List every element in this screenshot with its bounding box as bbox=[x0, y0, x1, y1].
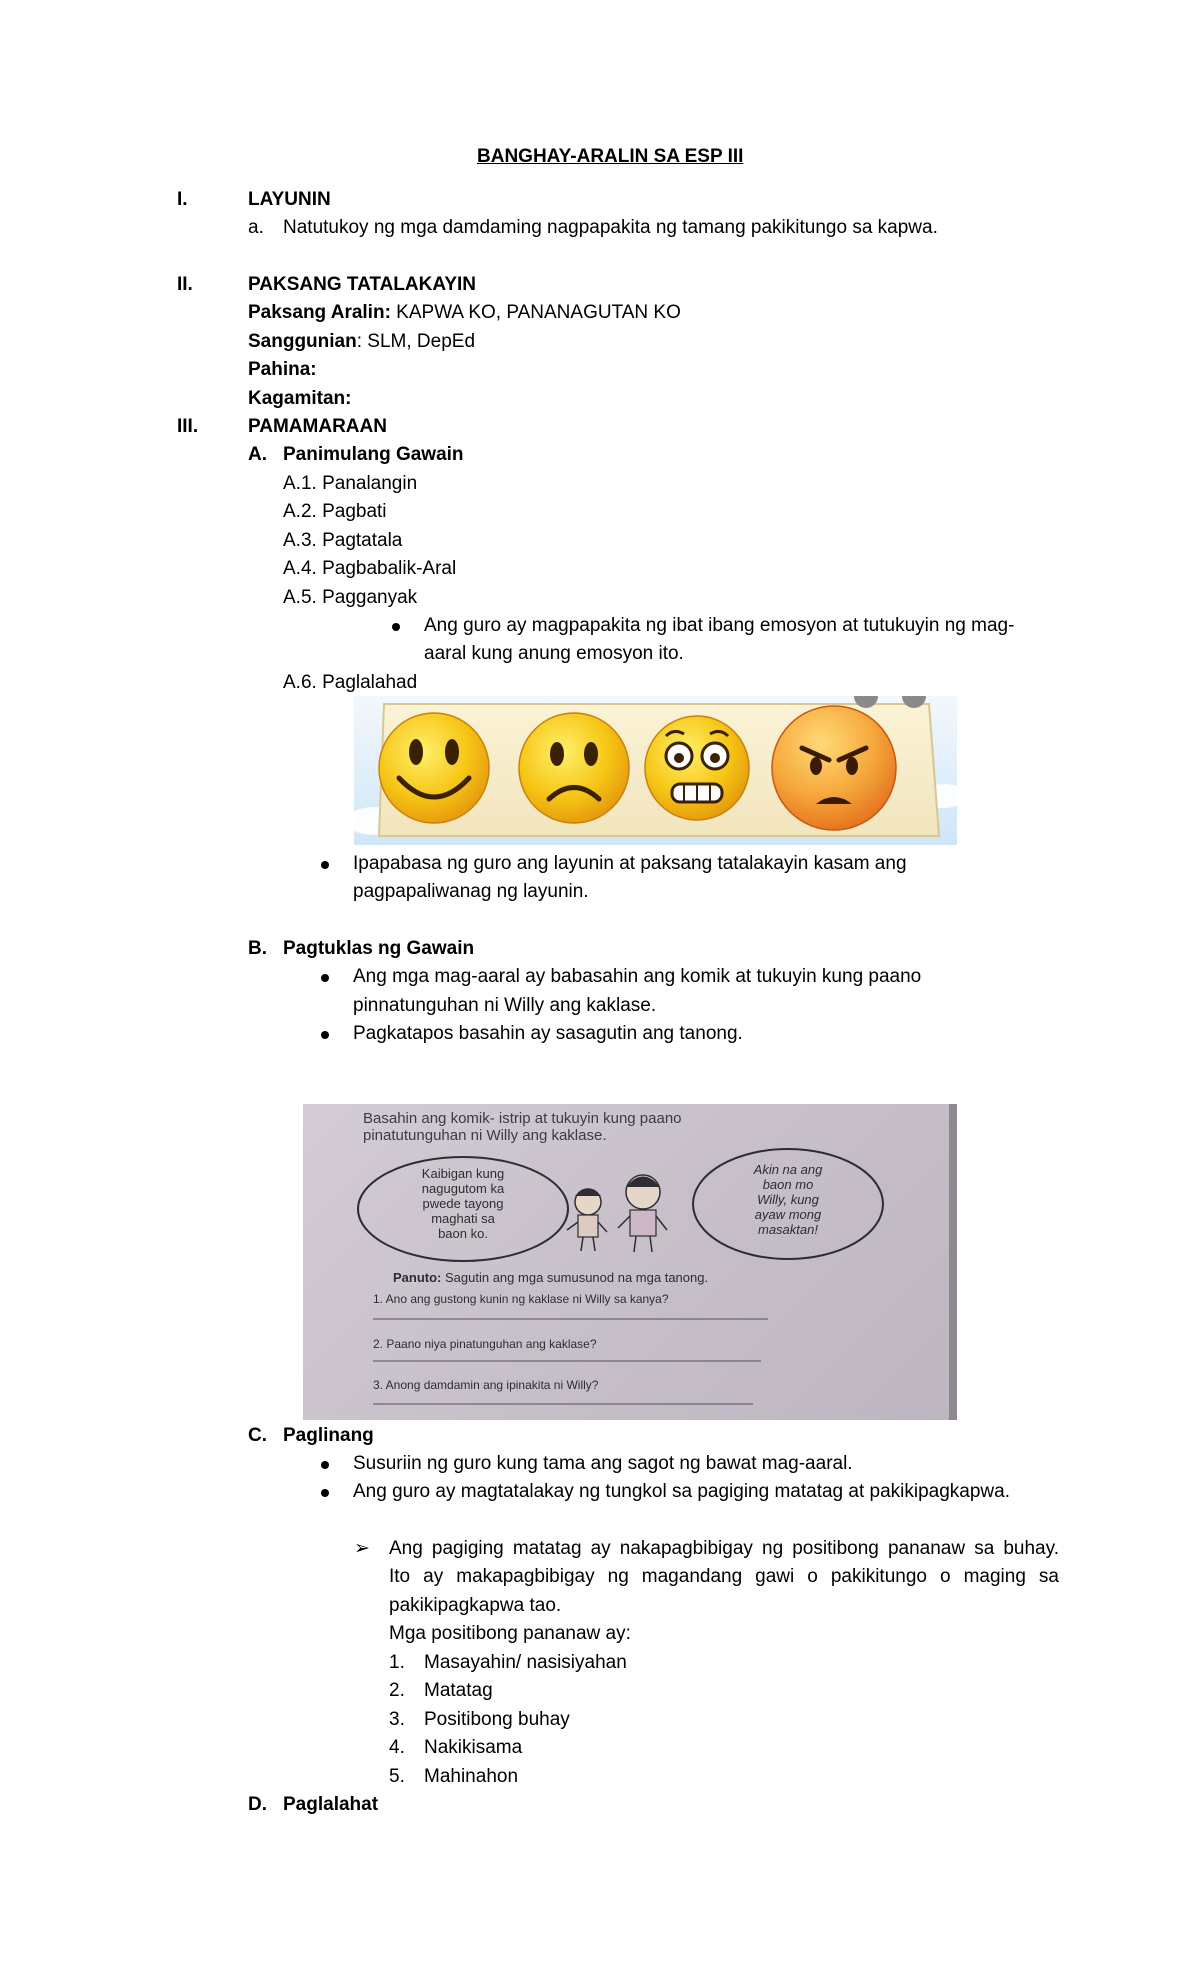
subsection-a-heading: Panimulang Gawain bbox=[283, 444, 464, 465]
paglalahad-text-line2: pagpapaliwanag ng layunin. bbox=[353, 881, 589, 902]
subsection-c-heading: Paglinang bbox=[283, 1425, 374, 1446]
paksang-aralin-label: Paksang Aralin: bbox=[248, 302, 391, 323]
positibong-pananaw-intro: Mga positibong pananaw ay: bbox=[389, 1623, 631, 1644]
pananaw-item-5: Mahinahon bbox=[424, 1766, 519, 1787]
comic-worksheet-photo bbox=[303, 1104, 957, 1420]
layunin-item-text: Natutukoy ng mga damdaming nagpapakita ng tamang pakikitungo sa kapwa. bbox=[283, 217, 938, 238]
arrow-text-line2: Ito ay makapagbibigay ng magandang gawi o pakikitungo o maging sa bbox=[389, 1566, 1059, 1587]
comic-bubbles-drawing bbox=[303, 1104, 957, 1420]
bubble-right-line: Akin na ang bbox=[753, 1162, 823, 1177]
a1-panalangin: A.1. Panalangin bbox=[283, 473, 418, 494]
subsection-b-heading: Pagtuklas ng Gawain bbox=[283, 938, 475, 959]
a2-pagbati: A.2. Pagbati bbox=[283, 501, 387, 522]
pagganyak-text-line2: aaral kung anung emosyon ito. bbox=[424, 643, 684, 664]
pananaw-number-3: 3. bbox=[389, 1709, 405, 1730]
comic-bubble-right bbox=[723, 1162, 853, 1237]
section-1-number: I. bbox=[177, 189, 188, 210]
paglalahad-bullet bbox=[321, 861, 329, 869]
subsection-b-letter: B. bbox=[248, 938, 267, 959]
subsection-a-letter: A. bbox=[248, 444, 267, 465]
comic-panuto-text: Sagutin ang mga sumusunod na mga tanong. bbox=[441, 1270, 709, 1285]
pagganyak-bullet bbox=[392, 623, 400, 631]
pagtuklas-text-1-line1: Ang mga mag-aaral ay babasahin ang komik at tukuyin kung paano bbox=[353, 966, 922, 987]
section-2-heading: PAKSANG TATALAKAYIN bbox=[248, 274, 476, 295]
bubble-left-line: baon ko. bbox=[438, 1226, 488, 1241]
pagtuklas-bullet-2 bbox=[321, 1031, 329, 1039]
arrow-bullet-icon: ➢ bbox=[354, 1538, 370, 1559]
pananaw-item-1: Masayahin/ nasisiyahan bbox=[424, 1652, 627, 1673]
section-2-number: II. bbox=[177, 274, 193, 295]
section-3-number: III. bbox=[177, 416, 199, 437]
comic-question-2: 2. Paano niya pinatunguhan ang kaklase? bbox=[373, 1337, 597, 1351]
pananaw-item-3: Positibong buhay bbox=[424, 1709, 570, 1730]
pananaw-item-4: Nakikisama bbox=[424, 1737, 523, 1758]
sanggunian-label: Sanggunian bbox=[248, 331, 357, 352]
bubble-left-line: nagugutom ka bbox=[421, 1181, 505, 1196]
a5-pagganyak: A.5. Pagganyak bbox=[283, 587, 418, 608]
paglalahad-text-line1: Ipapabasa ng guro ang layunin at paksang tatalakayin kasam ang bbox=[353, 853, 907, 874]
kagamitan-label: Kagamitan: bbox=[248, 388, 352, 409]
paksang-aralin-value: KAPWA KO, PANANAGUTAN KO bbox=[390, 302, 681, 323]
comic-heading-line1: Basahin ang komik- istrip at tukuyin kung paano bbox=[363, 1110, 682, 1127]
subsection-d-letter: D. bbox=[248, 1794, 267, 1815]
page-title: BANGHAY-ARALIN SA ESP III bbox=[477, 146, 744, 167]
a4-pagbabalik-aral: A.4. Pagbabalik-Aral bbox=[283, 558, 457, 579]
bubble-left-line: Kaibigan kung bbox=[421, 1166, 505, 1181]
a3-pagtatala: A.3. Pagtatala bbox=[283, 530, 403, 551]
pananaw-number-2: 2. bbox=[389, 1680, 405, 1701]
bubble-right-line: Willy, kung bbox=[757, 1192, 819, 1207]
pagganyak-text-line1: Ang guro ay magpapakita ng ibat ibang emosyon at tutukuyin ng mag- bbox=[424, 615, 1015, 636]
comic-panuto bbox=[393, 1270, 708, 1285]
paglinang-bullet-1 bbox=[321, 1461, 329, 1469]
comic-question-3: 3. Anong damdamin ang ipinakita ni Willy? bbox=[373, 1378, 599, 1392]
emotions-image bbox=[354, 696, 957, 845]
pananaw-number-5: 5. bbox=[389, 1766, 405, 1787]
section-3-heading: PAMAMARAAN bbox=[248, 416, 387, 437]
pananaw-number-1: 1. bbox=[389, 1652, 405, 1673]
arrow-text-line3: pakikipagkapwa tao. bbox=[389, 1595, 562, 1616]
paglinang-bullet-2 bbox=[321, 1489, 329, 1497]
comic-question-1: 1. Ano ang gustong kunin ng kaklase ni Willy sa kanya? bbox=[373, 1292, 669, 1306]
bubble-left-line: pwede tayong bbox=[422, 1196, 504, 1211]
pananaw-item-2: Matatag bbox=[424, 1680, 493, 1701]
sanggunian-value: : SLM, DepEd bbox=[356, 331, 476, 352]
comic-heading-line2: pinatutunguhan ni Willy ang kaklase. bbox=[363, 1127, 607, 1144]
pagtuklas-text-2: Pagkatapos basahin ay sasagutin ang tanong. bbox=[353, 1023, 743, 1044]
paglinang-text-2: Ang guro ay magtatalakay ng tungkol sa pagiging matatag at pakikipagkapwa. bbox=[353, 1481, 1010, 1502]
layunin-item-letter: a. bbox=[248, 217, 264, 238]
bubble-right-line: baon mo bbox=[762, 1177, 814, 1192]
paglinang-text-1: Susuriin ng guro kung tama ang sagot ng bawat mag-aaral. bbox=[353, 1453, 853, 1474]
subsection-c-letter: C. bbox=[248, 1425, 267, 1446]
arrow-text-line1: Ang pagiging matatag ay nakapagbibigay ng positibong pananaw sa buhay. bbox=[389, 1538, 1059, 1559]
bubble-left-line: maghati sa bbox=[431, 1211, 495, 1226]
emotions-illustration bbox=[354, 696, 957, 845]
comic-panuto-label: Panuto: bbox=[393, 1270, 442, 1285]
paksang-aralin-line bbox=[248, 301, 681, 325]
pahina-label: Pahina: bbox=[248, 359, 317, 380]
a6-paglalahad: A.6. Paglalahad bbox=[283, 672, 418, 693]
section-1-heading: LAYUNIN bbox=[248, 189, 331, 210]
pagtuklas-bullet-1 bbox=[321, 974, 329, 982]
comic-characters bbox=[567, 1175, 667, 1252]
subsection-d-heading: Paglalahat bbox=[283, 1794, 379, 1815]
bubble-right-line: masaktan! bbox=[758, 1222, 818, 1237]
sanggunian-line bbox=[248, 330, 475, 354]
bubble-right-line: ayaw mong bbox=[754, 1207, 822, 1222]
pagtuklas-text-1-line2: pinnatunguhan ni Willy ang kaklase. bbox=[353, 995, 657, 1016]
pananaw-number-4: 4. bbox=[389, 1737, 405, 1758]
comic-bubble-left bbox=[393, 1166, 533, 1241]
